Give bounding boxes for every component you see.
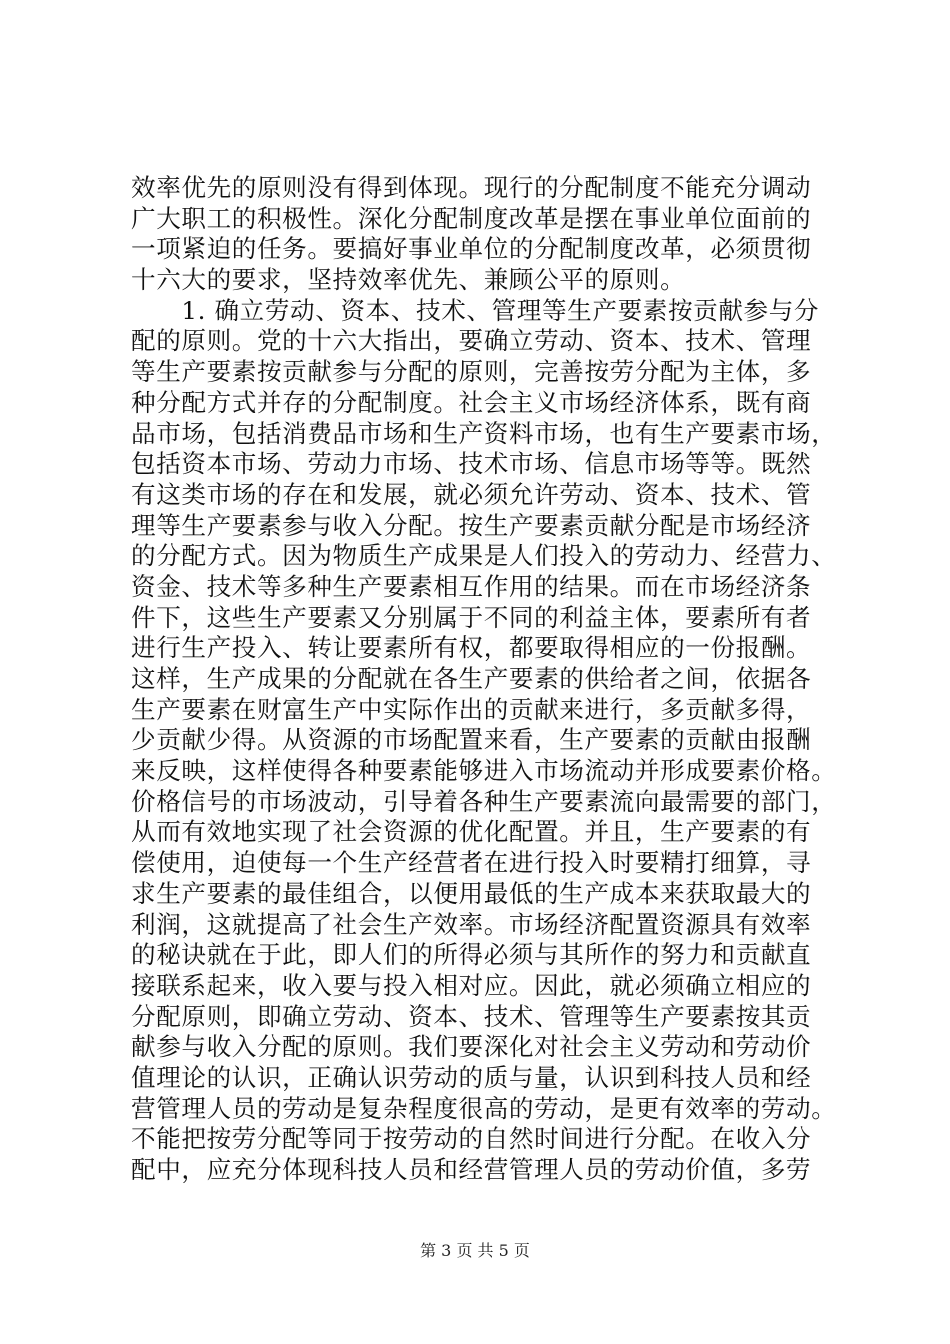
text-line: 资金、技术等多种生产要素相互作用的结果。而在市场经济条 [131,571,812,601]
text-line: 包括资本市场、劳动力市场、技术市场、信息市场等等。既然 [131,449,812,479]
text-line: 生产要素在财富生产中实际作出的贡献来进行，多贡献多得， [131,694,812,724]
text-line: 价格信号的市场波动，引导着各种生产要素流向最需要的部门， [131,786,837,816]
text-line: 分配原则，即确立劳动、资本、技术、管理等生产要素按其贡 [131,1001,812,1031]
text-line: 利润，这就提高了社会生产效率。市场经济配置资源具有效率 [131,909,812,939]
text-line: 种分配方式并存的分配制度。社会主义市场经济体系，既有商 [131,387,812,417]
text-line: 少贡献少得。从资源的市场配置来看，生产要素的贡献由报酬 [131,725,812,755]
text-line: 的秘诀就在于此，即人们的所得必须与其所作的努力和贡献直 [131,940,812,970]
text-line: 有这类市场的存在和发展，就必须允许劳动、资本、技术、管 [131,479,812,509]
text-line: 献参与收入分配的原则。我们要深化对社会主义劳动和劳动价 [131,1032,812,1062]
text-line: 配的原则。党的十六大指出，要确立劳动、资本、技术、管理 [131,326,812,356]
text-line: 十六大的要求，坚持效率优先、兼顾公平的原则。 [131,265,686,295]
text-line: 来反映，这样使得各种要素能够进入市场流动并形成要素价格。 [131,756,837,786]
text-line: 一项紧迫的任务。要搞好事业单位的分配制度改革，必须贯彻 [131,234,812,264]
text-line: 求生产要素的最佳组合，以便用最低的生产成本来获取最大的 [131,878,812,908]
text-line: 进行生产投入、转让要素所有权，都要取得相应的一份报酬。 [131,633,812,663]
text-line: 广大职工的积极性。深化分配制度改革是摆在事业单位面前的 [131,203,812,233]
text-line: 营管理人员的劳动是复杂程度很高的劳动，是更有效率的劳动。 [131,1093,837,1123]
page-number-footer: 第 3 页 共 5 页 [420,1241,530,1260]
text-line: 理等生产要素参与收入分配。按生产要素贡献分配是市场经济 [131,510,812,540]
body-text [131,173,837,1186]
text-line: 效率优先的原则没有得到体现。现行的分配制度不能充分调动 [131,173,812,202]
text-line: 从而有效地实现了社会资源的优化配置。并且，生产要素的有 [131,817,812,847]
text-line: 件下，这些生产要素又分别属于不同的利益主体，要素所有者 [131,602,812,632]
text-line: 这样，生产成果的分配就在各生产要素的供给者之间，依据各 [131,664,812,693]
text-line: 接联系起来，收入要与投入相对应。因此，就必须确立相应的 [131,970,812,1000]
text-line: 等生产要素按贡献参与分配的原则，完善按劳分配为主体，多 [131,357,812,387]
text-line: 1. 确立劳动、资本、技术、管理等生产要素按贡献参与分 [131,295,820,325]
text-line: 值理论的认识，正确认识劳动的质与量，认识到科技人员和经 [131,1062,812,1092]
text-line: 偿使用，迫使每一个生产经营者在进行投入时要精打细算，寻 [131,848,812,878]
text-line: 品市场，包括消费品市场和生产资料市场，也有生产要素市场， [131,418,837,448]
text-line: 的分配方式。因为物质生产成果是人们投入的劳动力、经营力、 [131,541,837,571]
text-line: 不能把按劳分配等同于按劳动的自然时间进行分配。在收入分 [131,1124,812,1154]
text-line: 配中，应充分体现科技人员和经营管理人员的劳动价值，多劳 [131,1155,812,1184]
